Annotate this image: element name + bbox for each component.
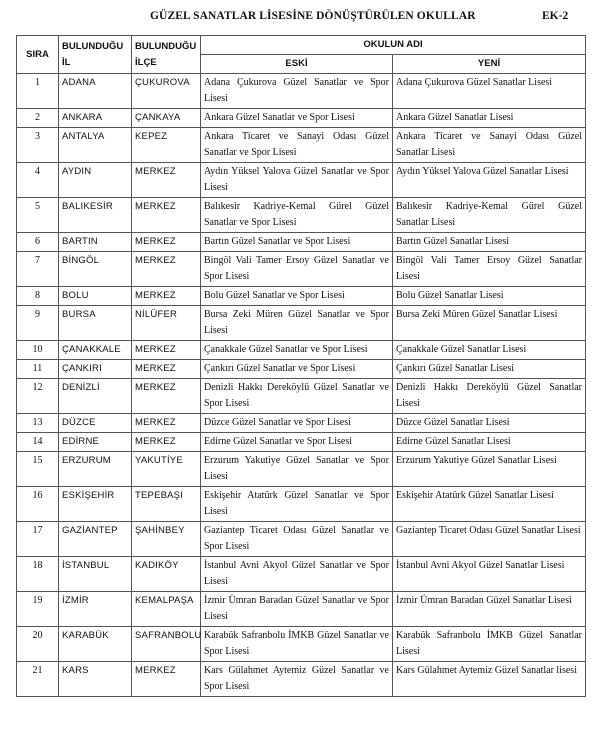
cell-ilce: MERKEZ [132,252,201,287]
cell-ilce: SAFRANBOLU [132,627,201,662]
cell-il: BURSA [59,306,132,341]
cell-eski: Çanakkale Güzel Sanatlar ve Spor Lisesi [201,341,393,360]
cell-eski: Adana Çukurova Güzel Sanatlar ve Spor Lisesi [201,74,393,109]
cell-yeni: Ankara Güzel Sanatlar Lisesi [393,109,586,128]
cell-sira: 9 [17,306,59,341]
cell-eski: Karabük Safranbolu İMKB Güzel Sanatlar ve Spor Lisesi [201,627,393,662]
table-row [17,433,586,452]
header-il: BULUNDUĞU İL [59,36,132,74]
cell-il: İZMİR [59,592,132,627]
cell-il: ANKARA [59,109,132,128]
header-row-top [17,36,586,55]
cell-yeni: Bursa Zeki Müren Güzel Sanatlar Lisesi [393,306,586,341]
cell-ilce: MERKEZ [132,379,201,414]
cell-ilce: ŞAHİNBEY [132,522,201,557]
cell-eski: Aydın Yüksel Yalova Güzel Sanatlar ve Spor Lisesi [201,163,393,198]
cell-il: ESKİŞEHİR [59,487,132,522]
cell-eski: Eskişehir Atatürk Güzel Sanatlar ve Spor Lisesi [201,487,393,522]
table-row [17,109,586,128]
table-row [17,627,586,662]
cell-yeni: Edirne Güzel Sanatlar Lisesi [393,433,586,452]
cell-il: AYDIN [59,163,132,198]
cell-sira: 19 [17,592,59,627]
cell-yeni: Balıkesir Kadriye-Kemal Gürel Güzel Sanatlar Lisesi [393,198,586,233]
cell-yeni: Bingöl Vali Tamer Ersoy Güzel Sanatlar Lisesi [393,252,586,287]
cell-eski: İzmir Ümran Baradan Güzel Sanatlar ve Spor Lisesi [201,592,393,627]
table-row [17,252,586,287]
cell-il: EDİRNE [59,433,132,452]
table-row [17,198,586,233]
cell-eski: Gaziantep Ticaret Odası Güzel Sanatlar ve Spor Lisesi [201,522,393,557]
cell-eski: Balıkesir Kadriye-Kemal Gürel Güzel Sanatlar ve Spor Lisesi [201,198,393,233]
cell-eski: Kars Gülahmet Aytemiz Güzel Sanatlar ve Spor Lisesi [201,662,393,697]
cell-yeni: Aydın Yüksel Yalova Güzel Sanatlar Lisesi [393,163,586,198]
cell-sira: 7 [17,252,59,287]
cell-sira: 1 [17,74,59,109]
cell-il: BİNGÖL [59,252,132,287]
table-body [17,74,586,697]
table-row [17,341,586,360]
cell-il: ÇANKIRI [59,360,132,379]
cell-eski: Bartın Güzel Sanatlar ve Spor Lisesi [201,233,393,252]
cell-eski: Ankara Güzel Sanatlar ve Spor Lisesi [201,109,393,128]
cell-il: KARS [59,662,132,697]
cell-yeni: Ankara Ticaret ve Sanayi Odası Güzel Sanatlar Lisesi [393,128,586,163]
cell-yeni: Düzce Güzel Sanatlar Lisesi [393,414,586,433]
cell-eski: Ankara Ticaret ve Sanayi Odası Güzel Sanatlar ve Spor Lisesi [201,128,393,163]
cell-yeni: Kars Gülahmet Aytemiz Güzel Sanatlar lisesi [393,662,586,697]
cell-ilce: ÇUKUROVA [132,74,201,109]
cell-eski: Bursa Zeki Müren Güzel Sanatlar ve Spor Lisesi [201,306,393,341]
table-row [17,414,586,433]
cell-sira: 6 [17,233,59,252]
cell-il: BALIKESİR [59,198,132,233]
table-row [17,74,586,109]
cell-yeni: Bolu Güzel Sanatlar Lisesi [393,287,586,306]
cell-ilce: TEPEBAŞI [132,487,201,522]
cell-ilce: KADIKÖY [132,557,201,592]
cell-eski: Düzce Güzel Sanatlar ve Spor Lisesi [201,414,393,433]
cell-sira: 21 [17,662,59,697]
cell-ilce: MERKEZ [132,414,201,433]
table-row [17,662,586,697]
cell-sira: 12 [17,379,59,414]
cell-ilce: MERKEZ [132,287,201,306]
cell-sira: 2 [17,109,59,128]
cell-ilce: MERKEZ [132,341,201,360]
cell-yeni: İstanbul Avni Akyol Güzel Sanatlar Lisesi [393,557,586,592]
cell-yeni: Gaziantep Ticaret Odası Güzel Sanatlar Lisesi [393,522,586,557]
cell-il: ÇANAKKALE [59,341,132,360]
cell-sira: 17 [17,522,59,557]
header-yeni: YENİ [393,55,586,74]
cell-sira: 5 [17,198,59,233]
cell-sira: 3 [17,128,59,163]
cell-eski: Çankırı Güzel Sanatlar ve Spor Lisesi [201,360,393,379]
cell-sira: 15 [17,452,59,487]
schools-table [16,35,586,697]
cell-il: GAZİANTEP [59,522,132,557]
cell-ilce: KEMALPAŞA [132,592,201,627]
cell-ilce: MERKEZ [132,233,201,252]
header-eski: ESKİ [201,55,393,74]
table-row [17,379,586,414]
cell-ilce: MERKEZ [132,433,201,452]
table-row [17,557,586,592]
cell-sira: 11 [17,360,59,379]
cell-il: ANTALYA [59,128,132,163]
cell-sira: 18 [17,557,59,592]
cell-yeni: İzmir Ümran Baradan Güzel Sanatlar Lisesi [393,592,586,627]
cell-sira: 16 [17,487,59,522]
cell-yeni: Karabük Safranbolu İMKB Güzel Sanatlar Lisesi [393,627,586,662]
cell-ilce: KEPEZ [132,128,201,163]
table-row [17,592,586,627]
cell-sira: 8 [17,287,59,306]
cell-il: BOLU [59,287,132,306]
cell-ilce: YAKUTİYE [132,452,201,487]
cell-ilce: NİLÜFER [132,306,201,341]
cell-ilce: MERKEZ [132,198,201,233]
cell-ilce: ÇANKAYA [132,109,201,128]
cell-il: İSTANBUL [59,557,132,592]
cell-sira: 4 [17,163,59,198]
cell-il: DÜZCE [59,414,132,433]
cell-sira: 10 [17,341,59,360]
cell-yeni: Çankırı Güzel Sanatlar Lisesi [393,360,586,379]
annex-label: EK-2 [542,10,569,22]
cell-ilce: MERKEZ [132,662,201,697]
table-row [17,287,586,306]
cell-yeni: Eskişehir Atatürk Güzel Sanatlar Lisesi [393,487,586,522]
table-row [17,306,586,341]
table-row [17,360,586,379]
header-okulun-adi: OKULUN ADI [201,36,586,55]
cell-eski: Erzurum Yakutiye Güzel Sanatlar ve Spor Lisesi [201,452,393,487]
table-row [17,487,586,522]
cell-il: KARABÜK [59,627,132,662]
cell-sira: 20 [17,627,59,662]
table-row [17,233,586,252]
table-row [17,163,586,198]
cell-yeni: Çanakkale Güzel Sanatlar Lisesi [393,341,586,360]
table-row [17,452,586,487]
cell-yeni: Erzurum Yakutiye Güzel Sanatlar Lisesi [393,452,586,487]
table-row [17,128,586,163]
cell-ilce: MERKEZ [132,360,201,379]
cell-eski: Denizli Hakkı Dereköylü Güzel Sanatlar ve Spor Lisesi [201,379,393,414]
cell-eski: Edirne Güzel Sanatlar ve Spor Lisesi [201,433,393,452]
document-header [0,10,600,28]
document-title: GÜZEL SANATLAR LİSESİNE DÖNÜŞTÜRÜLEN OKULLAR [150,10,476,22]
cell-yeni: Denizli Hakkı Dereköylü Güzel Sanatlar Lisesi [393,379,586,414]
cell-eski: Bingöl Vali Tamer Ersoy Güzel Sanatlar ve Spor Lisesi [201,252,393,287]
cell-eski: İstanbul Avni Akyol Güzel Sanatlar ve Spor Lisesi [201,557,393,592]
cell-il: DENİZLİ [59,379,132,414]
table-row [17,522,586,557]
cell-yeni: Bartın Güzel Sanatlar Lisesi [393,233,586,252]
cell-sira: 14 [17,433,59,452]
cell-yeni: Adana Çukurova Güzel Sanatlar Lisesi [393,74,586,109]
header-sira: SIRA [17,36,59,74]
cell-il: BARTIN [59,233,132,252]
cell-il: ADANA [59,74,132,109]
cell-sira: 13 [17,414,59,433]
cell-eski: Bolu Güzel Sanatlar ve Spor Lisesi [201,287,393,306]
cell-il: ERZURUM [59,452,132,487]
header-ilce: BULUNDUĞU İLÇE [132,36,201,74]
cell-ilce: MERKEZ [132,163,201,198]
